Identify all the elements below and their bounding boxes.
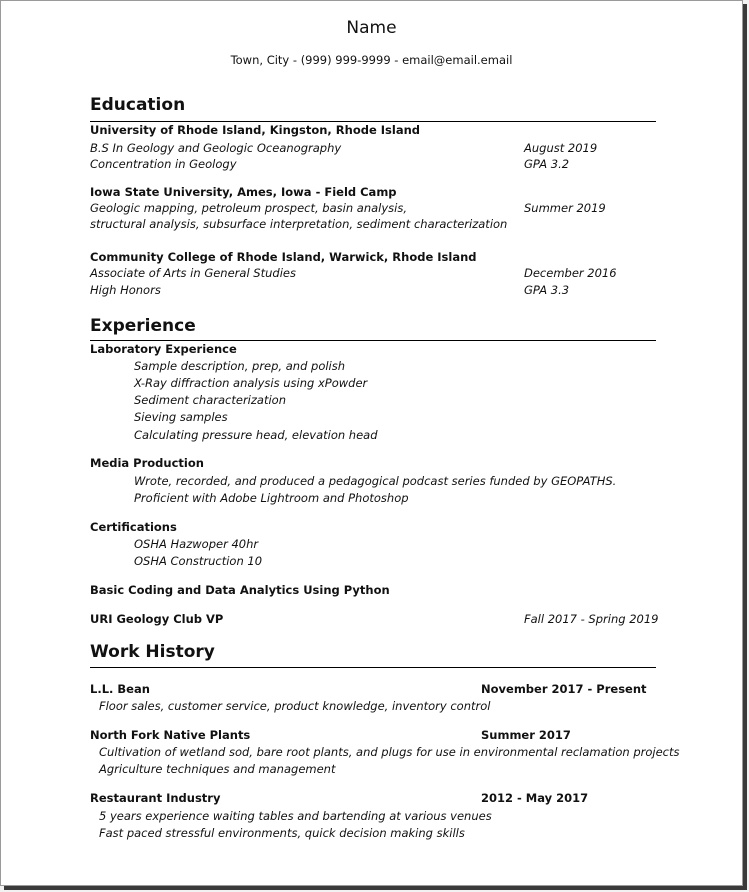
education-date: December 2016 [524,266,617,280]
work-detail: Floor sales, customer service, product knowledge, inventory control [99,699,491,713]
work-detail: Agriculture techniques and management [99,762,336,776]
education-gpa: GPA 3.2 [524,157,570,171]
experience-item: OSHA Construction 10 [134,554,263,568]
experience-date: Fall 2017 - Spring 2019 [524,612,659,626]
experience-item: OSHA Hazwoper 40hr [134,537,259,551]
experience-subheading: Media Production [90,456,204,470]
work-heading: Work History [90,642,215,662]
experience-subheading: Laboratory Experience [90,342,237,356]
experience-subheading: Basic Coding and Data Analytics Using Python [90,583,390,597]
resume-name: Name [346,18,397,38]
experience-item: Sample description, prep, and polish [134,359,346,373]
work-date: 2012 - May 2017 [481,791,589,805]
education-heading: Education [90,95,186,115]
work-employer: Restaurant Industry [90,791,221,805]
contact-line: Town, City - (999) 999-9999 - email@email.email [230,53,513,67]
experience-item: X-Ray diffraction analysis using xPowder [134,376,368,390]
education-date: Summer 2019 [524,201,606,215]
work-rule [90,667,656,668]
work-employer: L.L. Bean [90,682,150,696]
experience-item: Calculating pressure head, elevation head [134,428,378,442]
education-detail: B.S In Geology and Geologic Oceanography [90,141,342,155]
experience-subheading: URI Geology Club VP [90,612,224,626]
education-school: Iowa State University, Ames, Iowa - Field Camp [90,185,397,199]
education-school: Community College of Rhode Island, Warwick, Rhode Island [90,250,477,264]
education-rule [90,121,656,122]
education-detail: High Honors [90,283,161,297]
experience-heading: Experience [90,316,196,336]
experience-item: Sieving samples [134,410,228,424]
experience-item: Wrote, recorded, and produced a pedagogical podcast series funded by GEOPATHS. [134,474,617,488]
work-detail: Cultivation of wetland sod, bare root plants, and plugs for use in environmental reclamation projects [99,745,680,759]
experience-item: Sediment characterization [134,393,286,407]
education-detail: structural analysis, subsurface interpretation, sediment characterization [90,217,508,231]
work-date: November 2017 - Present [481,682,647,696]
experience-item: Proficient with Adobe Lightroom and Photoshop [134,491,409,505]
work-detail: 5 years experience waiting tables and bartending at various venues [99,809,492,823]
education-detail: Geologic mapping, petroleum prospect, basin analysis, [90,201,408,215]
work-date: Summer 2017 [481,728,571,742]
experience-rule [90,340,656,341]
education-date: August 2019 [524,141,598,155]
work-detail: Fast paced stressful environments, quick decision making skills [99,826,465,840]
education-detail: Concentration in Geology [90,157,237,171]
education-school: University of Rhode Island, Kingston, Rhode Island [90,123,421,137]
education-gpa: GPA 3.3 [524,283,570,297]
work-employer: North Fork Native Plants [90,728,251,742]
education-detail: Associate of Arts in General Studies [90,266,296,280]
experience-subheading: Certifications [90,520,177,534]
